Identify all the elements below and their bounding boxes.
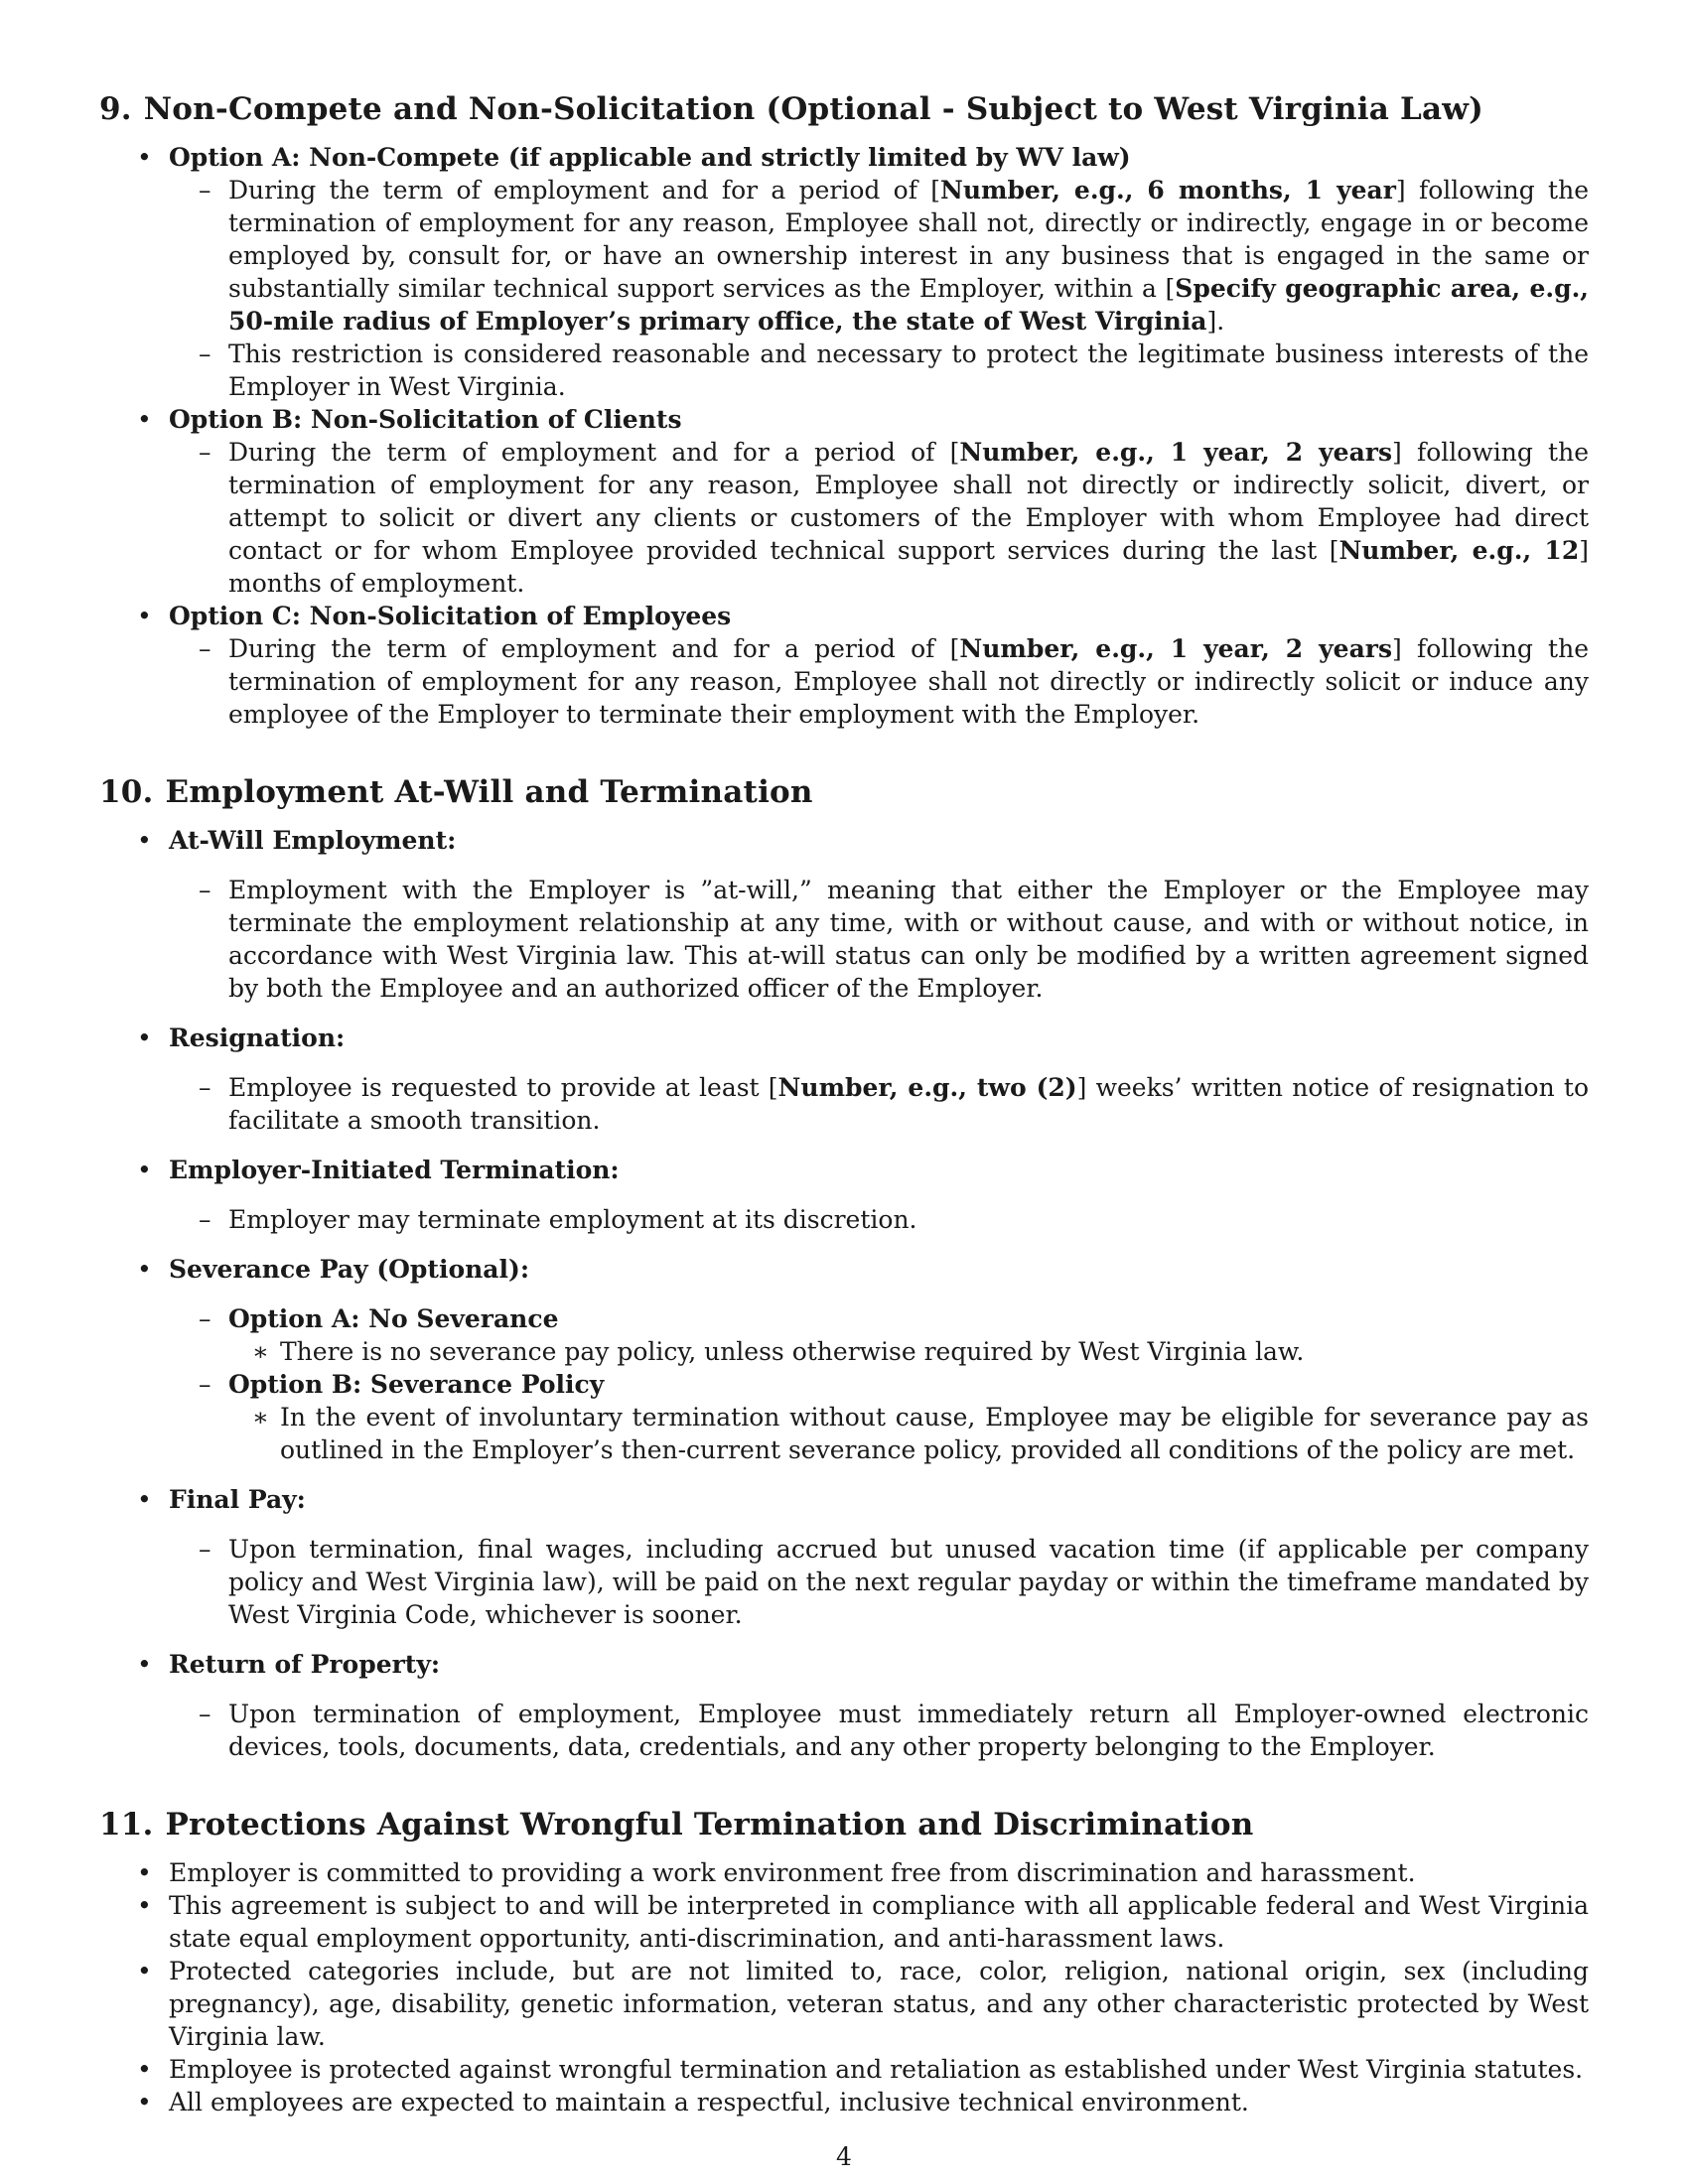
text-span: During the term of employment and for a period of [ [228, 634, 960, 663]
section-11-number: 11. [99, 1807, 154, 1843]
resignation-label: • Resignation: [169, 1024, 346, 1052]
placeholder-bold: Number, e.g., two (2) [777, 1073, 1077, 1102]
return-property-sublist [169, 1698, 1589, 1763]
severance-option-a-sublist [228, 1335, 1589, 1368]
section-11-title [99, 1807, 1589, 1843]
resignation-item [99, 1022, 1589, 1137]
final-pay-paragraph: – Upon termination, final wages, including accrued but unused vacation time (if applicable per company policy and West Virginia law), will be paid on the next regular payday or within the timeframe mandated by West Virginia Code, whichever is sooner. [169, 1533, 1589, 1631]
severance-item [99, 1253, 1589, 1466]
section-10 [99, 774, 1589, 1763]
final-pay-item [99, 1483, 1589, 1631]
section-9-list [99, 141, 1589, 731]
severance-option-a [169, 1302, 1589, 1368]
employer-termination-label: • Employer-Initiated Termination: [169, 1156, 620, 1184]
placeholder-bold: Number, e.g., 1 year, 2 years [959, 634, 1393, 663]
option-b-paragraph-1 [169, 436, 1589, 600]
return-property-label: • Return of Property: [169, 1650, 441, 1679]
severance-label: • Severance Pay (Optional): [169, 1255, 530, 1284]
return-property-item [99, 1648, 1589, 1763]
section-11-title-text: Protections Against Wrongful Termination and Discrimination [165, 1807, 1254, 1843]
text-span: ] months of employment. [228, 536, 1589, 598]
employer-termination-paragraph: – Employer may terminate employment at its discretion. [169, 1203, 1589, 1236]
section-10-title [99, 774, 1589, 810]
placeholder-bold: Number, e.g., 12 [1338, 536, 1580, 565]
placeholder-bold: Number, e.g., 6 months, 1 year [939, 176, 1396, 205]
section-10-number: 10. [99, 774, 154, 810]
option-c-paragraph-1 [169, 632, 1589, 731]
final-pay-sublist [169, 1533, 1589, 1631]
option-a-item [99, 141, 1589, 403]
list-item: • Employee is protected against wrongful termination and retaliation as established under West Virginia statutes. [99, 2053, 1589, 2086]
option-c-item [99, 600, 1589, 731]
page-number: 4 [836, 2142, 852, 2171]
text-span: Employee is requested to provide at least [ [228, 1073, 778, 1102]
section-11-list [99, 1856, 1589, 2118]
placeholder-bold: Specify geographic area, e.g., 50-mile radius of Employer’s primary office, the state of West Virginia [228, 274, 1589, 336]
list-item: • Employer is committed to providing a work environment free from discrimination and harassment. [99, 1856, 1589, 1889]
employer-termination-sublist [169, 1203, 1589, 1236]
text-span: ] following the termination of employment for any reason, Employee shall not directly or indirectly solicit, divert, or attempt to solicit or divert any clients or customers of the Employer with whom Employee had direct contact or for whom Employee provided technical support services during the last [ [228, 438, 1589, 565]
option-a-paragraph-2: – This restriction is considered reasonable and necessary to protect the legitimate business interests of the Employer in West Virginia. [169, 338, 1589, 403]
severance-option-b-label: Option B: Severance Policy [228, 1370, 605, 1399]
section-11 [99, 1807, 1589, 2118]
list-item: • This agreement is subject to and will be interpreted in compliance with all applicable federal and West Virginia state equal employment opportunity, anti-discrimination, and anti-harassment laws. [99, 1889, 1589, 1955]
section-9-title-text: Non-Compete and Non-Solicitation (Optional - Subject to West Virginia Law) [143, 91, 1484, 127]
at-will-label: • At-Will Employment: [169, 826, 457, 855]
option-a-label: Option A: Non-Compete (if applicable and strictly limited by WV law) [169, 143, 1131, 172]
section-10-list [99, 824, 1589, 1763]
text-span: ] following the termination of employment for any reason, Employee shall not directly or indirectly solicit or induce any employee of the Employer to terminate their employment with the Employer. [228, 634, 1589, 729]
severance-sublist [169, 1302, 1589, 1466]
at-will-item [99, 824, 1589, 1005]
employer-termination-item [99, 1154, 1589, 1236]
list-item: • Protected categories include, but are not limited to, race, color, religion, national origin, sex (including pregnancy), age, disability, genetic information, veteran status, and any other characteristic protected by West Virginia law. [99, 1955, 1589, 2053]
text-span: ] following the termination of employment for any reason, Employee shall not, directly or indirectly, engage in or become employed by, consult for, or have an ownership interest in any business that is engaged in the same or substantially similar technical support services as the Employer, within a [ [228, 176, 1589, 303]
severance-option-b-text: ∗ In the event of involuntary termination without cause, Employee may be eligible for severance pay as outlined in the Employer’s then-current severance policy, provided all conditions of the policy are met. [228, 1401, 1589, 1466]
list-item: • All employees are expected to maintain a respectful, inclusive technical environment. [99, 2086, 1589, 2118]
document-page [99, 91, 1589, 2118]
section-9-title [99, 91, 1589, 127]
severance-option-b-sublist [228, 1401, 1589, 1466]
at-will-paragraph: – Employment with the Employer is ”at-will,” meaning that either the Employer or the Employee may terminate the employment relationship at any time, with or without cause, and with or without notice, in accordance with West Virginia law. This at-will status can only be modified by a written agreement signed by both the Employee and an authorized officer of the Employer. [169, 874, 1589, 1005]
option-b-item [99, 403, 1589, 600]
text-span: ]. [1206, 307, 1225, 336]
option-a-paragraph-1 [169, 174, 1589, 338]
option-a-sublist [169, 174, 1589, 403]
text-span: During the term of employment and for a period of [ [228, 438, 960, 467]
final-pay-label: • Final Pay: [169, 1485, 306, 1514]
placeholder-bold: Number, e.g., 1 year, 2 years [959, 438, 1393, 467]
section-10-title-text: Employment At-Will and Termination [165, 774, 813, 810]
option-c-sublist [169, 632, 1589, 731]
severance-option-a-label: Option A: No Severance [228, 1304, 559, 1333]
option-b-sublist [169, 436, 1589, 600]
section-9-number: 9. [99, 91, 132, 127]
return-property-paragraph: – Upon termination of employment, Employee must immediately return all Employer-owned electronic devices, tools, documents, data, credentials, and any other property belonging to the Employer. [169, 1698, 1589, 1763]
at-will-sublist [169, 874, 1589, 1005]
resignation-paragraph [169, 1071, 1589, 1137]
severance-option-a-text: ∗ There is no severance pay policy, unless otherwise required by West Virginia law. [228, 1335, 1589, 1368]
option-c-label: Option C: Non-Solicitation of Employees [169, 602, 732, 630]
severance-option-b [169, 1368, 1589, 1466]
section-9 [99, 91, 1589, 731]
text-span: ] weeks’ written notice of resignation to facilitate a smooth transition. [228, 1073, 1589, 1135]
text-span: During the term of employment and for a period of [ [228, 176, 940, 205]
option-b-label: Option B: Non-Solicitation of Clients [169, 405, 682, 434]
resignation-sublist [169, 1071, 1589, 1137]
